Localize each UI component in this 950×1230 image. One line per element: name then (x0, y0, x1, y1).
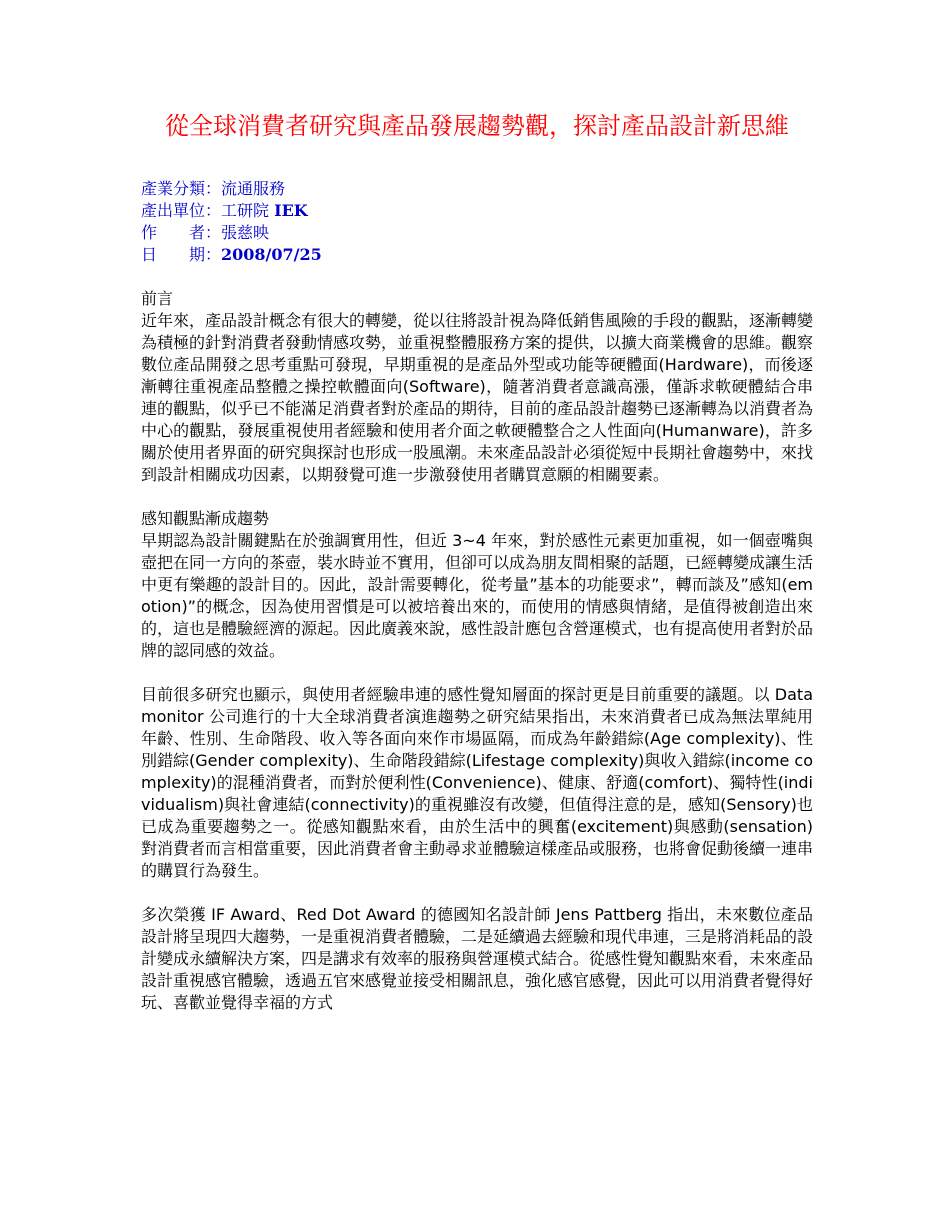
meta-value: 流通服務 (221, 179, 286, 198)
meta-key: 產業分類： (141, 179, 222, 198)
meta-value: 張慈映 (221, 223, 270, 242)
document-page (141, 110, 813, 1036)
document-meta (141, 178, 813, 266)
meta-key: 日 期： (141, 245, 222, 264)
meta-value-latin: IEK (274, 201, 308, 220)
paragraph: 多次榮獲 IF Award、Red Dot Award 的德國知名設計師 Jens Pattberg 指出，未來數位產品設計將呈現四大趨勢，一是重視消費者體驗，二是延續過去經驗和現代串連，三是將消耗品的設計變成永續解決方案，四是講求有效率的服務與營運模式結合。從感性覺知觀點來看，未來產品設計重視感官體驗，透過五官來感覺並接受相關訊息，強化感官感覺，因此可以用消費者覺得好玩、喜歡並覺得幸福的方式 (141, 905, 814, 1012)
meta-key: 作 者： (141, 223, 222, 242)
paragraph: 早期認為設計關鍵點在於強調實用性，但近 3~4 年來，對於感性元素更加重視，如一個壺嘴與壺把在同一方向的茶壺，裝水時並不實用，但卻可以成為朋友間相聚的話題，已經轉變成讓生活中更有樂趣的設計目的。因此，設計需要轉化，從考量”基本的功能要求”，轉而談及”感知(emotion)”的概念，因為使用習慣是可以被培養出來的，而使用的情感與情緒，是值得被創造出來的，這也是體驗經濟的源起。因此廣義來說，感性設計應包含營運模式，也有提高使用者對於品牌的認同感的效益。 (141, 531, 814, 660)
paragraph: 近年來，產品設計概念有很大的轉變，從以往將設計視為降低銷售風險的手段的觀點，逐漸轉變為積極的針對消費者發動情感攻勢，並重視整體服務方案的提供，以擴大商業機會的思維。觀察數位產品開發之思考重點可發現，早期重視的是產品外型或功能等硬體面(Hardware)，而後逐漸轉往重視產品整體之操控軟體面向(Software)，隨著消費者意識高漲，僅訴求軟硬體結合串連的觀點，似乎已不能滿足消費者對於產品的期待，目前的產品設計趨勢已逐漸轉為以消費者為中心的觀點，發展重視使用者經驗和使用者介面之軟硬體整合之人性面向(Humanware)，許多關於使用者界面的研究與探討也形成一股風潮。未來產品設計必須從短中長期社會趨勢中，來找到設計相關成功因素，以期發覺可進一步激發使用者購買意願的相關要素。 (141, 311, 814, 484)
section-heading: 前言 (141, 289, 174, 308)
meta-row-author (141, 222, 813, 244)
meta-row-industry (141, 178, 813, 200)
meta-row-date (141, 244, 813, 266)
meta-row-unit (141, 200, 813, 222)
section-heading: 感知觀點漸成趨勢 (141, 509, 270, 528)
section-sensory-trend (141, 508, 813, 1014)
meta-key: 產出單位： (141, 201, 222, 220)
meta-value-latin: 2008/07/25 (221, 245, 322, 264)
document-title: 從全球消費者研究與產品發展趨勢觀，探討產品設計新思維 (165, 112, 789, 140)
paragraph: 目前很多研究也顯示，與使用者經驗串連的感性覺知層面的探討更是目前重要的議題。以 Datamonitor 公司進行的十大全球消費者演進趨勢之研究結果指出，未來消費者已成為無法單純用年齡、性別、生命階段、收入等各面向來作市場區隔，而成為年齡錯綜(Age complexity)、性別錯綜(Gender complexity)、生命階段錯綜(Lifestage complexity)與收入錯綜(income complexity)的混種消費者，而對於便利性(Convenience)、健康、舒適(comfort)、獨特性(individualism)與社會連結(connectivity)的重視雖沒有改變，但值得注意的是，感知(Sensory)也已成為重要趨勢之一。從感知觀點來看，由於生活中的興奮(excitement)與感動(sensation)對消費者而言相當重要，因此消費者會主動尋求並體驗這樣產品或服務，也將會促動後續一連串的購買行為發生。 (141, 685, 814, 880)
meta-value: 工研院 (221, 201, 275, 220)
section-preface (141, 288, 813, 486)
